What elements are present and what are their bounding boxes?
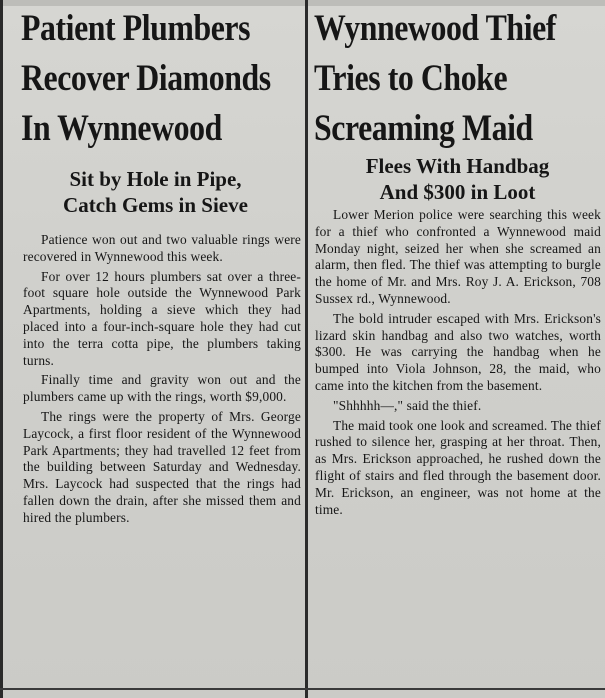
- left-paragraph: Finally time and gravity won out and the plumbers came up with the rings, worth $9,000.: [23, 372, 301, 405]
- right-paragraph: The maid took one look and screamed. The thief rushed to silence her, grasping at her throat. Then, as Mrs. Erickson approached, he rushed down the flight of stairs and fled through the basement door. Mr. Erickson, an engineer, was not home at the time.: [315, 417, 601, 517]
- left-paragraph: For over 12 hours plumbers sat over a three-foot square hole outside the Wynnewood Park Apartments, holding a sieve which they had placed into a four-inch-square hole they had cut into the terra cotta pipe, the plumbers taking turns.: [23, 268, 301, 368]
- left-deck-line: Sit by Hole in Pipe,: [69, 167, 242, 191]
- right-deck: [310, 153, 605, 205]
- column-divider: [305, 0, 308, 698]
- right-headline-line: Screaming Maid: [314, 108, 533, 149]
- left-headline-line: Patient Plumbers: [21, 8, 251, 49]
- left-deck-line: Catch Gems in Sieve: [63, 193, 248, 217]
- right-paragraph: Lower Merion police were searching this week for a thief who confronted a Wynnewood maid Monday night, seized her when she screamed an alarm, then fled. The thief was attempting to burgle the home of Mr. and Mrs. Roy J. A. Erickson, 708 Sussex rd., Wynnewood.: [315, 207, 601, 306]
- left-headline-line: Recover Diamonds: [21, 58, 271, 99]
- right-headline: [314, 4, 556, 154]
- right-deck-line: And $300 in Loot: [379, 180, 536, 204]
- right-paragraph: "Shhhhh—," said the thief.: [333, 397, 482, 413]
- bottom-rule: [0, 688, 605, 690]
- right-paragraph: The bold intruder escaped with Mrs. Erickson's lizard skin handbag and also two watches, worth $300. He was carrying the handbag when he bumped into Viola Johnson, 28, the maid, who came into the kitchen from the basement.: [315, 310, 601, 393]
- left-paragraph: Patience won out and two valuable rings were recovered in Wynnewood this week.: [23, 232, 301, 264]
- right-body: [315, 207, 601, 521]
- left-body: [23, 232, 301, 530]
- left-headline: [21, 4, 271, 154]
- right-article: [310, 0, 605, 698]
- left-paragraph: The rings were the property of Mrs. George Laycock, a first floor resident of the Wynnewood Park Apartments; they had travelled 12 feet from the building between Saturday and Wednesday. Mrs. Laycock had suspected that the rings had fallen down the drain, after she missed them and hired the plumbers.: [23, 408, 301, 525]
- left-headline-line: In Wynnewood: [21, 108, 222, 149]
- right-deck-line: Flees With Handbag: [365, 154, 550, 178]
- left-deck: [3, 166, 308, 218]
- right-headline-line: Wynnewood Thief: [314, 8, 556, 49]
- right-headline-line: Tries to Choke: [314, 58, 508, 99]
